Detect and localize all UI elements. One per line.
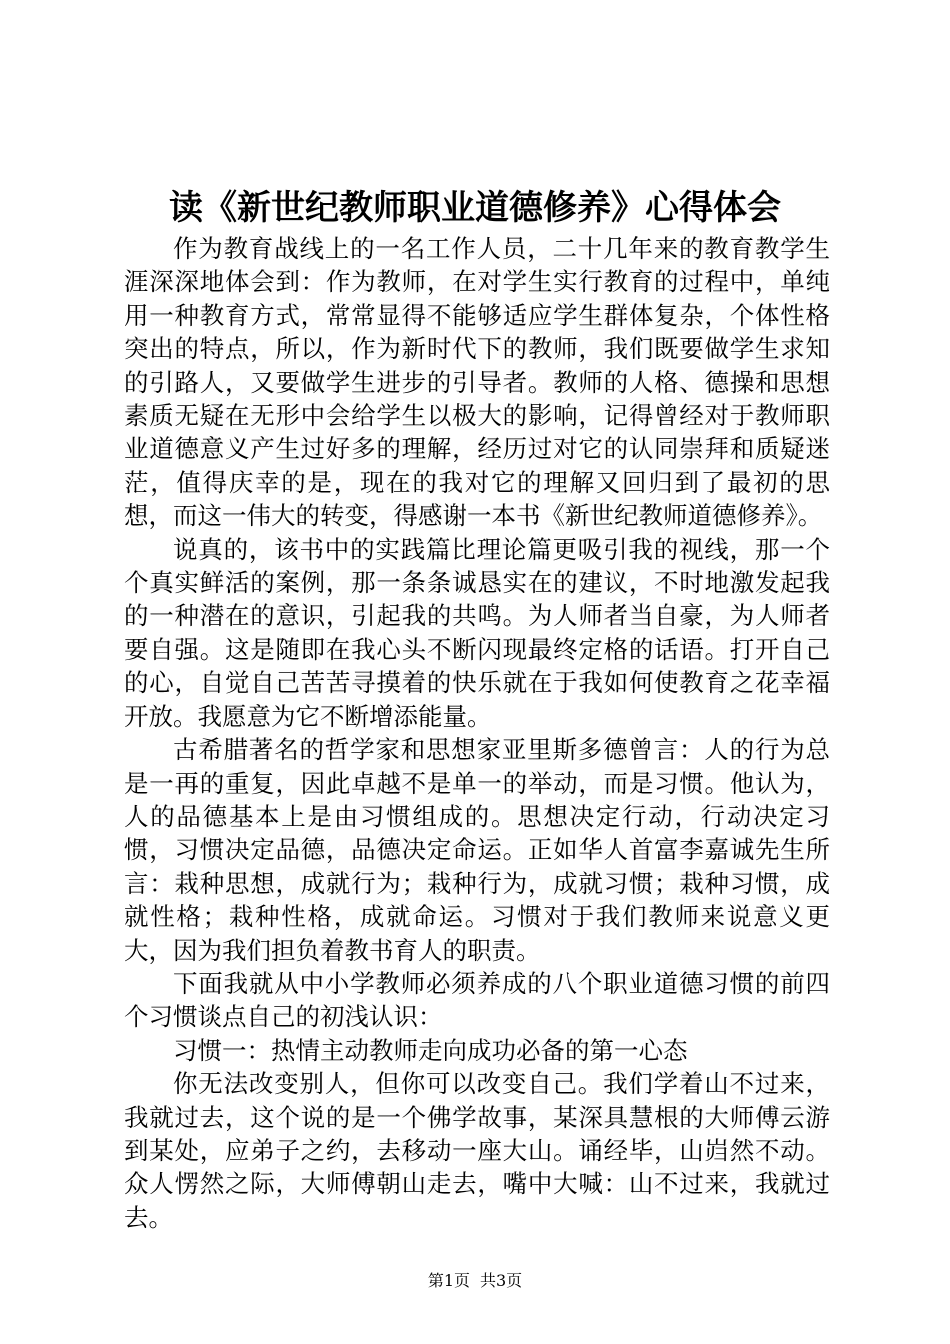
paragraph: 作为教育战线上的一名工作人员，二十几年来的教育教学生涯深深地体会到：作为教师，在对学生实行教育的过程中，单纯用一种教育方式，常常显得不能够适应学生群体复杂，个体性格突出的特点，所以，作为新时代下的教师，我们既要做学生求知的引路人，又要做学生进步的引导者。教师的人格、德操和思想素质无疑在无形中会给学生以极大的影响，记得曾经对于教师职业道德意义产生过好多的理解，经历过对它的认同崇拜和质疑迷茫，值得庆幸的是，现在的我对它的理解又回归到了最初的思想，而这一伟大的转变，得感谢一本书《新世纪教师道德修养》。 [124,234,830,531]
paragraph: 下面我就从中小学教师必须养成的八个职业道德习惯的前四个习惯谈点自己的初浅认识： [124,968,830,1032]
document-body [124,232,830,1234]
page-footer [0,1270,950,1292]
document-title: 读《新世纪教师职业道德修养》心得体会 [169,188,781,228]
paragraph: 古希腊著名的哲学家和思想家亚里斯多德曾言：人的行为总是一再的重复，因此卓越不是单一的举动，而是习惯。他认为，人的品德基本上是由习惯组成的。思想决定行动，行动决定习惯，习惯决定品德，品德决定命运。正如华人首富李嘉诚先生所言：栽种思想，成就行为；栽种行为，成就习惯；栽种习惯，成就性格；栽种性格，成就命运。习惯对于我们教师来说意义更大，因为我们担负着教书育人的职责。 [124,735,830,965]
paragraph: 说真的，该书中的实践篇比理论篇更吸引我的视线，那一个个真实鲜活的案例，那一条条诚恳实在的建议，不时地激发起我的一种潜在的意识，引起我的共鸣。为人师者当自豪，为人师者要自强。这是随即在我心头不断闪现最终定格的话语。打开自己的心，自觉自己苦苦寻摸着的快乐就在于我如何使教育之花幸福开放。我愿意为它不断增添能量。 [124,534,830,731]
page-number: 第1页 [427,1271,470,1290]
paragraph: 你无法改变别人，但你可以改变自己。我们学着山不过来，我就过去，这个说的是一个佛学故事，某深具慧根的大师傅云游到某处，应弟子之约，去移动一座大山。诵经毕，山岿然不动。众人愣然之际，大师傅朝山走去，嘴中大喊：山不过来，我就过去。 [124,1069,830,1232]
page-total: 共3页 [480,1271,523,1290]
paragraph-heading: 习惯一：热情主动教师走向成功必备的第一心态 [173,1035,688,1065]
